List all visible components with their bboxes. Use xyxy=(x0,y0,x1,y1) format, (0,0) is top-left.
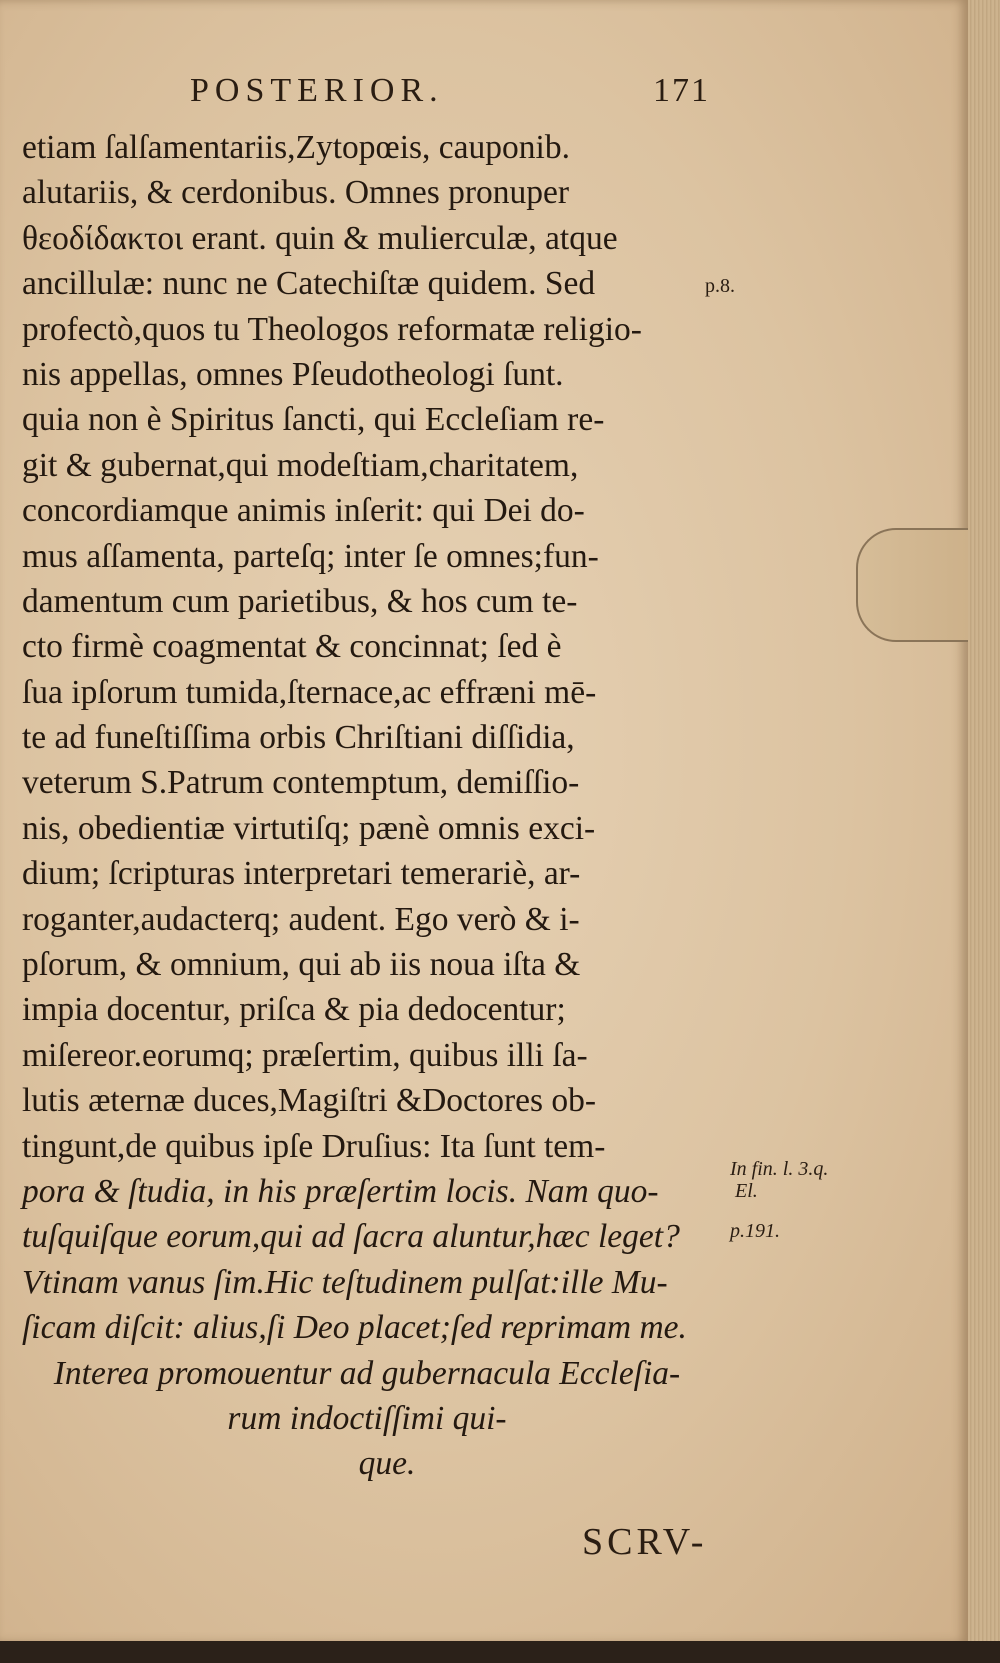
text-line: Interea promouentur ad gubernacula Eccleſia- xyxy=(53,1354,681,1392)
text-line: profectò,quos tu Theologos reformatæ religio- xyxy=(22,310,642,348)
text-line: damentum cum parietibus, & hos cum te- xyxy=(22,582,578,620)
text-line: etiam ſalſamentariis,Zytopœis, cauponib. xyxy=(22,129,570,166)
text-line: miſereor.eorumq; præſertim, quibus illi ſa- xyxy=(22,1036,588,1074)
fore-edge xyxy=(968,0,1000,1663)
bottom-edge xyxy=(0,1641,1000,1663)
text-line: impia docentur, priſca & pia dedocentur; xyxy=(22,991,566,1029)
text-line: roganter,audacterq; audent. Ego verò & i- xyxy=(22,900,580,938)
text-line: te ad funeſtiſſima orbis Chriſtiani diſſidia, xyxy=(22,719,575,757)
running-title: POSTERIOR. xyxy=(190,72,444,109)
text-line: pſorum, & omnium, qui ab iis noua iſta & xyxy=(22,946,581,984)
text-line: rum indoctiſſimi qui- xyxy=(227,1399,507,1437)
text-line: ſua ipſorum tumida,ſternace,ac effræni mē- xyxy=(22,673,597,711)
margin-note-in-fin: In fin. l. 3.q. xyxy=(730,1158,829,1180)
text-line: alutariis, & cerdonibus. Omnes pronuper xyxy=(22,174,570,212)
text-line: que. xyxy=(358,1445,416,1483)
text-line: θεοδίδακτοι erant. quin & mulierculæ, atque xyxy=(22,219,618,257)
text-line: nis, obedientiæ virtutiſq; pænè omnis exci- xyxy=(22,809,596,847)
text-line: dium; ſcripturas interpretari temerariè, ar- xyxy=(22,855,581,893)
text-line: ſicam diſcit: alius,ſi Deo placet;ſed reprimam me. xyxy=(22,1309,687,1347)
text-line: concordiamque animis inſerit: qui Dei do- xyxy=(22,492,585,530)
page-number: 171 xyxy=(653,72,710,109)
text-line: quia non è Spiritus ſancti, qui Eccleſiam re- xyxy=(22,401,605,439)
text-line: git & gubernat,qui modeſtiam,charitatem, xyxy=(22,446,579,484)
margin-note-p8: p.8. xyxy=(705,275,735,297)
body-text xyxy=(22,125,722,1487)
catchword: SCRV- xyxy=(582,1521,708,1563)
text-line: tuſquiſque eorum,qui ad ſacra aluntur,hæc leget? xyxy=(22,1218,680,1256)
text-line: mus aſſamenta, parteſq; inter ſe omnes;fun- xyxy=(22,537,599,575)
text-line: lutis æternæ duces,Magiſtri &Doctores ob- xyxy=(22,1082,597,1120)
text-line: Vtinam vanus ſim.Hic teſtudinem pulſat:ille Mu- xyxy=(22,1263,668,1301)
page-tab xyxy=(856,528,968,642)
text-line: nis appellas, omnes Pſeudotheologi ſunt. xyxy=(22,355,564,393)
text-line: veterum S.Patrum contemptum, demiſſio- xyxy=(22,764,580,802)
margin-note-el: El. xyxy=(735,1180,758,1202)
text-line: pora & ſtudia, in his præſertim locis. Nam quo- xyxy=(22,1172,659,1210)
margin-note-p191: p.191. xyxy=(730,1220,780,1242)
text-line: cto firmè coagmentat & concinnat; ſed è xyxy=(22,628,562,666)
text-line: tingunt,de quibus ipſe Druſius: Ita ſunt tem- xyxy=(22,1127,606,1165)
text-line: ancillulæ: nunc ne Catechiſtæ quidem. Sed xyxy=(22,265,596,303)
